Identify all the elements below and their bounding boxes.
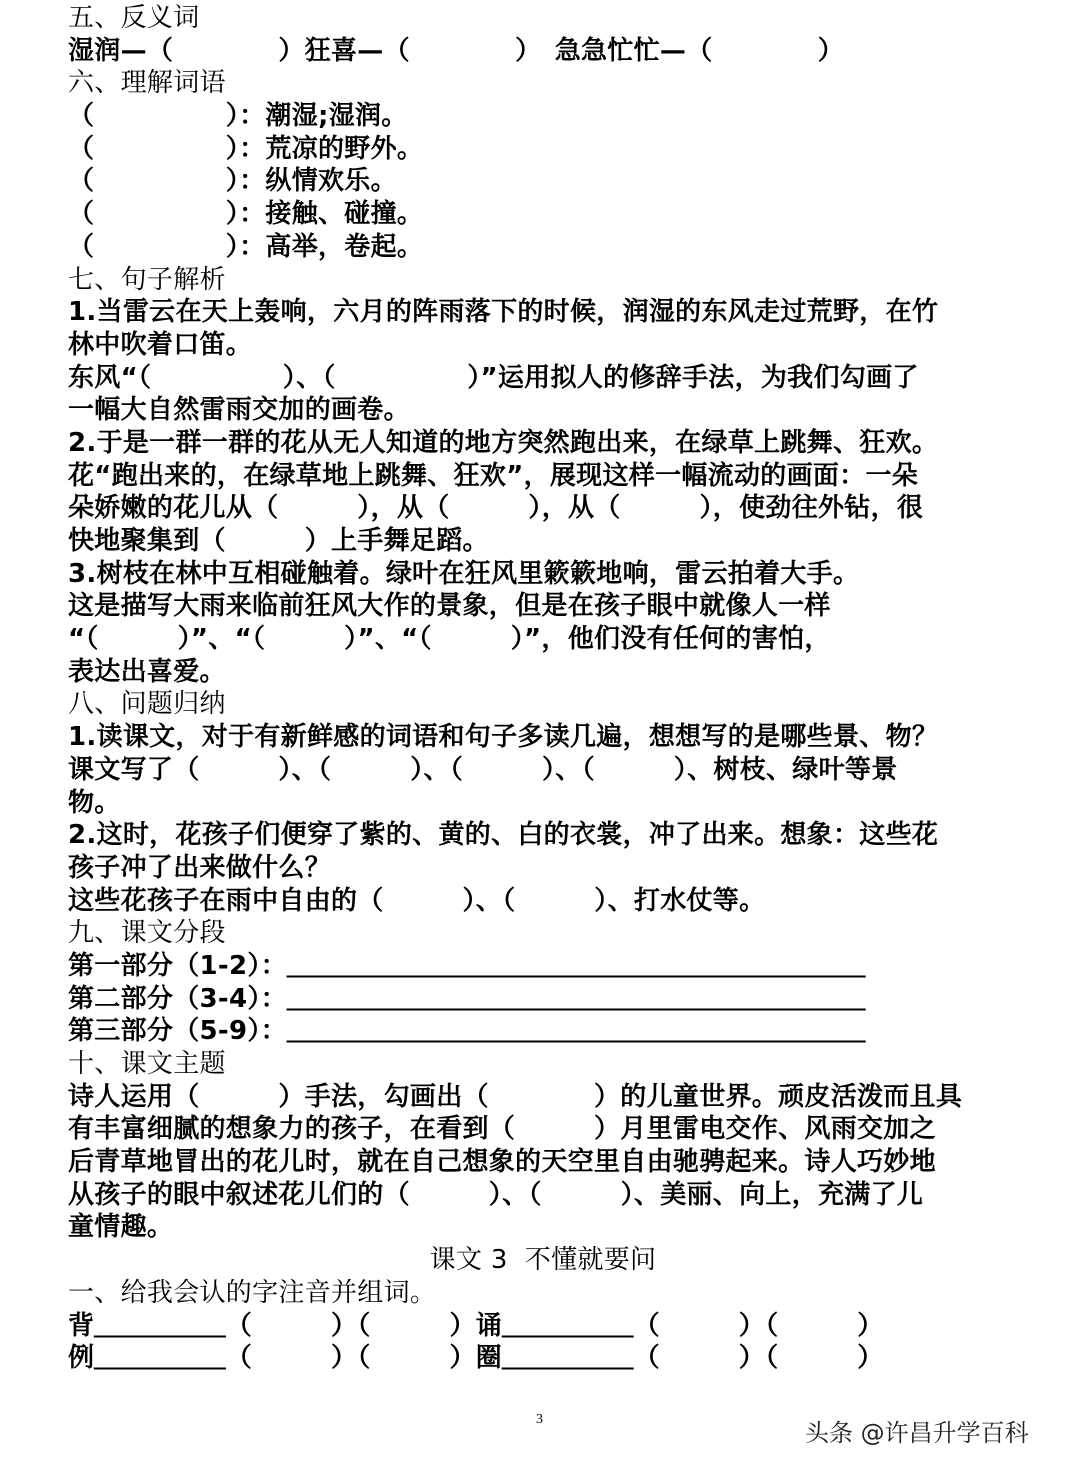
- page-number: 3: [536, 1412, 543, 1427]
- text-line: 快地聚集到（ ）上手舞足蹈。: [68, 526, 489, 556]
- text-line: 例＿＿＿＿＿（ ）（ ）圈＿＿＿＿＿（ ）（ ）: [68, 1343, 884, 1374]
- text-line: 童情趣。: [68, 1212, 174, 1243]
- section-heading: 七、句子解析: [68, 264, 226, 295]
- section-heading: 八、问题归纳: [68, 689, 226, 720]
- text-line: 2.于是一群一群的花从无人知道的地方突然跑出来，在绿草上跳舞、狂欢。: [68, 427, 939, 458]
- text-line: 有丰富细腻的想象力的孩子，在看到（ ）月里雷电交作、风雨交加之: [68, 1114, 936, 1145]
- text-line: 第一部分（1-2）：＿＿＿＿＿＿＿＿＿＿＿＿＿＿＿＿＿＿＿＿＿＿: [68, 950, 866, 981]
- text-line: 第二部分（3-4）：＿＿＿＿＿＿＿＿＿＿＿＿＿＿＿＿＿＿＿＿＿＿: [68, 983, 866, 1014]
- watermark: 头条 @许昌升学百科: [805, 1419, 1029, 1447]
- text-line: 2.这时，花孩子们便穿了紫的、黄的、白的衣裳，冲了出来。想象：这些花: [68, 820, 939, 851]
- text-line: 湿润—（ ）狂喜—（ ） 急急忙忙—（ ）: [68, 35, 845, 66]
- lesson-title: 课文 3 不懂就要问: [429, 1245, 657, 1276]
- text-line: 一幅大自然雷雨交加的画卷。: [68, 395, 410, 426]
- text-line: 这些花孩子在雨中自由的（ ）、（ ）、打水仗等。: [68, 885, 766, 916]
- text-line: 后青草地冒出的花儿时，就在自己想象的天空里自由驰骋起来。诗人巧妙地: [68, 1147, 936, 1178]
- text-line: （ ）：潮湿;湿润。: [68, 101, 408, 132]
- text-line: 孩子冲了出来做什么？: [68, 852, 332, 883]
- text-line: 1.读课文，对于有新鲜感的词语和句子多读几遍，想想写的是哪些景、物？: [68, 722, 939, 753]
- text-line: 朵娇嫩的花儿从（ ），从（ ），从（ ），使劲往外钻，很: [68, 493, 924, 524]
- text-line: 表达出喜爱。: [68, 656, 226, 687]
- text-line: （ ）：高举，卷起。: [68, 231, 424, 262]
- section-heading: 六、理解词语: [68, 68, 226, 99]
- text-line: （ ）：接触、碰撞。: [68, 199, 424, 230]
- text-line: （ ）：纵情欢乐。: [68, 166, 397, 197]
- section-heading: 一、给我会认的字注音并组词。: [68, 1277, 437, 1308]
- text-line: 1.当雷云在天上轰响，六月的阵雨落下的时候，润湿的东风走过荒野，在竹: [68, 297, 939, 328]
- text-line: “（ ）”、“（ ）”、“（ ）”，他们没有任何的害怕，: [68, 624, 831, 655]
- text-line: 花“跑出来的，在绿草地上跳舞、狂欢”，展现这样一幅流动的画面：一朵: [68, 460, 919, 491]
- text-line: （ ）：荒凉的野外。: [68, 133, 424, 164]
- worksheet-content: [68, 2, 1018, 1375]
- section-heading: 十、课文主题: [68, 1049, 226, 1079]
- text-line: 从孩子的眼中叙述花儿们的（ ）、（ ）、美丽、向上，充满了儿: [68, 1179, 924, 1210]
- text-line: 林中吹着口笛。: [68, 329, 253, 360]
- text-line: 这是描写大雨来临前狂风大作的景象，但是在孩子眼中就像人一样: [68, 591, 831, 622]
- text-line: 物。: [68, 787, 121, 818]
- section-heading: 五、反义词: [68, 3, 200, 33]
- text-line: 第三部分（5-9）：＿＿＿＿＿＿＿＿＿＿＿＿＿＿＿＿＿＿＿＿＿＿: [68, 1016, 866, 1047]
- text-line: 3.树枝在林中互相碰触着。绿叶在狂风里簌簌地响，雷云拍着大手。: [68, 558, 860, 589]
- text-line: 诗人运用（ ）手法，勾画出（ ）的儿童世界。顽皮活泼而且具: [68, 1081, 963, 1112]
- text-line: 课文写了（ ）、（ ）、（ ）、（ ）、树枝、绿叶等景: [68, 754, 898, 785]
- text-line: 背＿＿＿＿＿（ ）（ ）诵＿＿＿＿＿（ ）（ ）: [68, 1310, 884, 1341]
- text-line: 东风“（ ）、（ ）”运用拟人的修辞手法，为我们勾画了: [68, 362, 919, 393]
- section-heading: 九、课文分段: [68, 918, 226, 949]
